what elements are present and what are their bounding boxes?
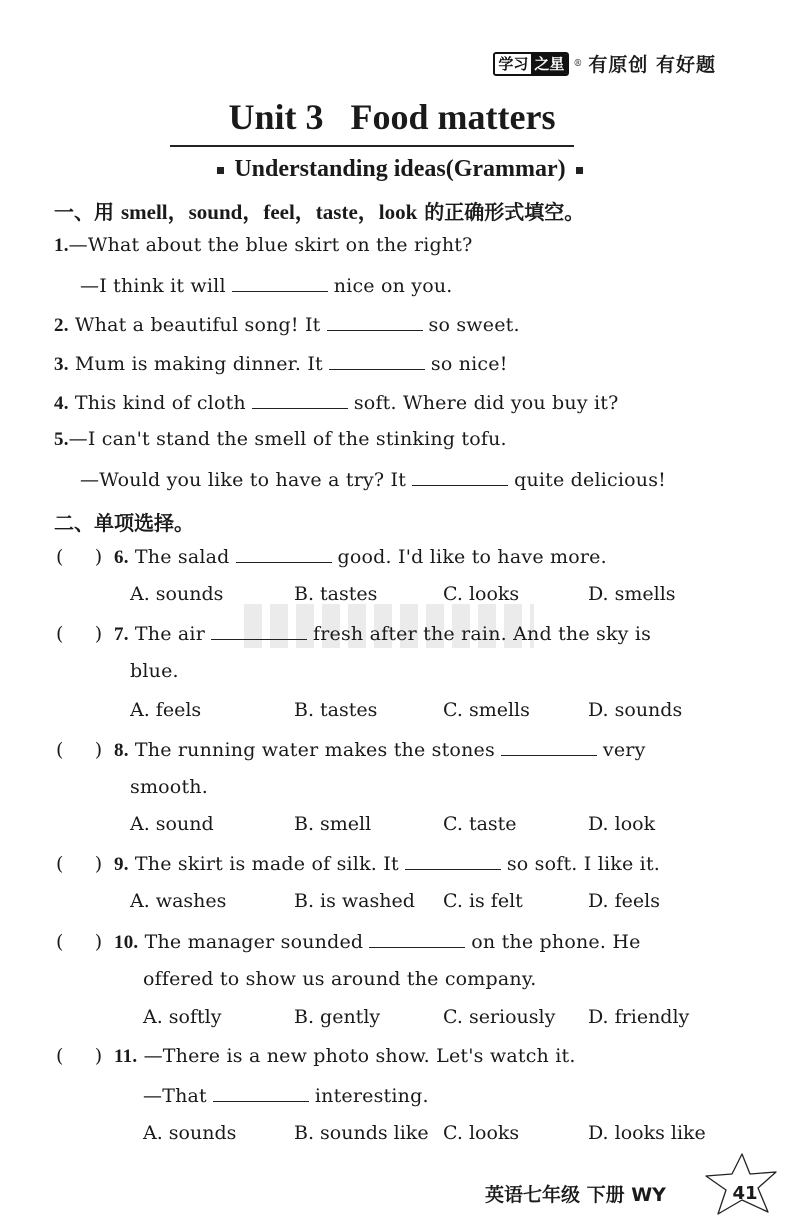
- answer-blank[interactable]: [412, 467, 508, 486]
- option-a[interactable]: A. washes: [130, 890, 227, 912]
- option-c[interactable]: C. looks: [443, 1122, 520, 1144]
- option-c[interactable]: C. is felt: [443, 890, 523, 912]
- answer-blank[interactable]: [327, 312, 423, 331]
- section1-heading: 一、用 smell，sound，feel，taste，look 的正确形式填空。: [54, 200, 585, 224]
- question-7: ( ) 7. The air fresh after the rain. And the sky is: [56, 623, 652, 645]
- question-5-response: —Would you like to have a try? It quite delicious!: [80, 469, 667, 491]
- answer-blank[interactable]: [211, 621, 307, 640]
- option-a[interactable]: A. sound: [130, 813, 214, 835]
- answer-bracket[interactable]: ( ): [56, 931, 103, 953]
- answer-bracket[interactable]: ( ): [56, 623, 103, 645]
- question-11: ( ) 11. —There is a new photo show. Let's watch it.: [56, 1045, 576, 1067]
- option-d[interactable]: D. friendly: [588, 1006, 690, 1028]
- square-bullet-icon: [576, 167, 583, 174]
- option-b[interactable]: B. gently: [294, 1006, 381, 1028]
- brand-logo: [493, 52, 569, 76]
- answer-blank[interactable]: [329, 351, 425, 370]
- registered-mark: ®: [573, 58, 583, 69]
- option-d[interactable]: D. looks like: [588, 1122, 706, 1144]
- brand-slogan: 有原创 有好题: [588, 54, 716, 76]
- subtitle-text: Understanding ideas(Grammar): [234, 156, 566, 182]
- option-b[interactable]: B. tastes: [294, 583, 378, 605]
- page-title: Unit 3 Food matters: [228, 97, 556, 137]
- option-b[interactable]: B. sounds like: [294, 1122, 429, 1144]
- question-10: ( ) 10. The manager sounded on the phone. He: [56, 931, 641, 953]
- question-6: ( ) 6. The salad good. I'd like to have more.: [56, 546, 607, 568]
- logo-part1: 学习: [495, 54, 531, 74]
- question-7-cont: blue.: [130, 660, 179, 682]
- square-bullet-icon: [217, 167, 224, 174]
- answer-bracket[interactable]: ( ): [56, 546, 103, 568]
- question-11-response: —That interesting.: [143, 1085, 429, 1107]
- option-c[interactable]: C. smells: [443, 699, 530, 721]
- section-subtitle: [0, 156, 800, 183]
- question-1-response: —I think it will nice on you.: [80, 275, 453, 297]
- option-a[interactable]: A. feels: [130, 699, 202, 721]
- option-a[interactable]: A. sounds: [130, 583, 224, 605]
- word-list: smell，sound，feel，taste，look: [120, 200, 418, 224]
- question-2: 2. What a beautiful song! It so sweet.: [54, 314, 520, 336]
- option-b[interactable]: B. tastes: [294, 699, 378, 721]
- option-d[interactable]: D. look: [588, 813, 656, 835]
- option-d[interactable]: D. smells: [588, 583, 676, 605]
- option-a[interactable]: A. sounds: [143, 1122, 237, 1144]
- logo-part2: 之星: [531, 54, 567, 74]
- question-10-cont: offered to show us around the company.: [143, 968, 537, 990]
- answer-blank[interactable]: [213, 1083, 309, 1102]
- question-8: ( ) 8. The running water makes the stones very: [56, 739, 646, 761]
- answer-blank[interactable]: [252, 390, 348, 409]
- answer-bracket[interactable]: ( ): [56, 1045, 103, 1067]
- page-number: 41: [732, 1183, 758, 1204]
- question-3: 3. Mum is making dinner. It so nice!: [54, 353, 508, 375]
- answer-blank[interactable]: [236, 544, 332, 563]
- option-b[interactable]: B. is washed: [294, 890, 415, 912]
- option-b[interactable]: B. smell: [294, 813, 372, 835]
- option-a[interactable]: A. softly: [143, 1006, 222, 1028]
- answer-blank[interactable]: [232, 273, 328, 292]
- question-1: 1.—What about the blue skirt on the right?: [54, 234, 473, 256]
- book-label: 英语七年级 下册 WY: [485, 1184, 666, 1206]
- option-c[interactable]: C. seriously: [443, 1006, 556, 1028]
- option-c[interactable]: C. looks: [443, 583, 520, 605]
- question-5: 5.—I can't stand the smell of the stinking tofu.: [54, 428, 507, 450]
- question-4: 4. This kind of cloth soft. Where did you buy it?: [54, 392, 619, 414]
- answer-blank[interactable]: [369, 929, 465, 948]
- answer-blank[interactable]: [501, 737, 597, 756]
- header-brand: [493, 50, 716, 77]
- question-8-cont: smooth.: [130, 776, 208, 798]
- answer-bracket[interactable]: ( ): [56, 739, 103, 761]
- question-9: ( ) 9. The skirt is made of silk. It so soft. I like it.: [56, 853, 661, 875]
- option-d[interactable]: D. sounds: [588, 699, 683, 721]
- answer-bracket[interactable]: ( ): [56, 853, 103, 875]
- option-c[interactable]: C. taste: [443, 813, 517, 835]
- section2-heading: 二、单项选择。: [54, 511, 194, 535]
- option-d[interactable]: D. feels: [588, 890, 660, 912]
- title-rule: [170, 145, 574, 147]
- answer-blank[interactable]: [405, 851, 501, 870]
